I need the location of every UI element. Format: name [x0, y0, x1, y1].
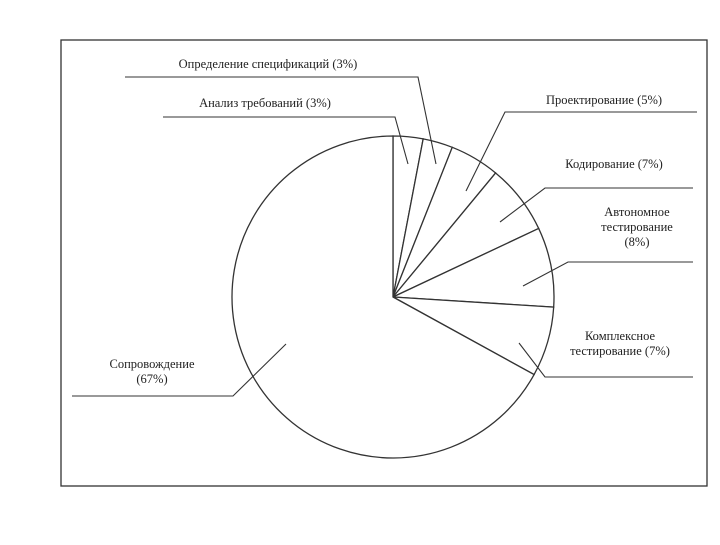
- slice-label: Автономное тестирование (8%): [601, 205, 673, 249]
- slice-label: Определение спецификаций (3%): [178, 57, 358, 71]
- slice-label: Кодирование (7%): [565, 157, 663, 171]
- slice-label: Сопровождение (67%): [109, 357, 195, 386]
- slice-label: Проектирование (5%): [545, 93, 663, 107]
- slice-label: Анализ требований (3%): [199, 96, 331, 110]
- slice-label: Комплексное тестирование (7%): [570, 329, 670, 358]
